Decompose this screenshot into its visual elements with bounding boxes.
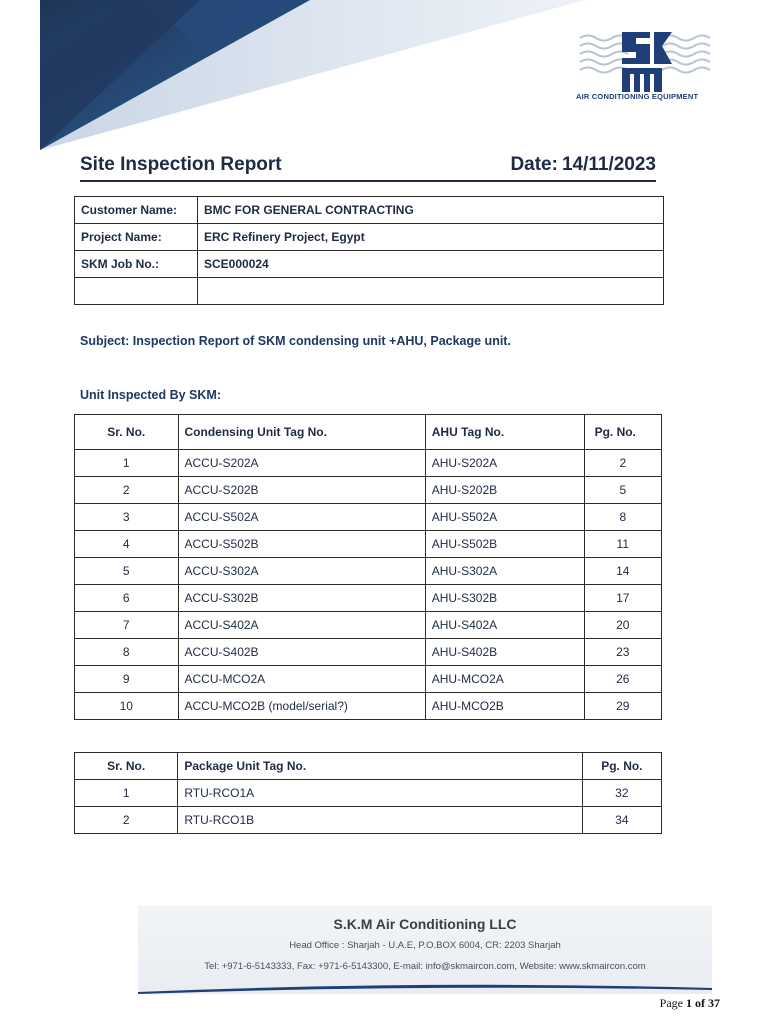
footer-office-address: Head Office : Sharjah - U.A.E, P.O.BOX 6004, CR: 2203 Sharjah [289, 940, 561, 951]
condensing-unit-tag-cell: ACCU-S402A [178, 612, 425, 639]
ahu-tag-cell: AHU-S202B [425, 477, 584, 504]
sr-no-cell: 9 [75, 666, 179, 693]
sr-no-cell: 6 [75, 585, 179, 612]
col-header-package-unit: Package Unit Tag No. [178, 753, 582, 780]
table-row [75, 251, 664, 278]
page-number-cell: 5 [584, 477, 661, 504]
condensing-unit-tag-cell: ACCU-S202B [178, 477, 425, 504]
table-row [75, 531, 662, 558]
sr-no-cell: 2 [75, 807, 178, 834]
ahu-tag-cell: AHU-MCO2A [425, 666, 584, 693]
table-row [75, 585, 662, 612]
table-row [75, 639, 662, 666]
condensing-unit-tag-cell: ACCU-S402B [178, 639, 425, 666]
page-number-cell: 29 [584, 693, 661, 720]
sr-no-cell: 4 [75, 531, 179, 558]
page-number-cell: 32 [582, 780, 661, 807]
units-table-body [75, 450, 662, 720]
document-date [506, 154, 656, 176]
sr-no-cell: 8 [75, 639, 179, 666]
ahu-tag-cell: AHU-S502B [425, 531, 584, 558]
condensing-unit-tag-cell: ACCU-MCO2B (model/serial?) [178, 693, 425, 720]
ahu-tag-cell: AHU-S302A [425, 558, 584, 585]
project-name-value: ERC Refinery Project, Egypt [198, 224, 664, 251]
condensing-unit-tag-cell: ACCU-MCO2A [178, 666, 425, 693]
page-current: 1 [686, 996, 692, 1010]
document-title: Site Inspection Report [80, 154, 282, 175]
customer-name-label: Customer Name: [75, 197, 198, 224]
empty-cell [198, 278, 664, 305]
empty-cell [75, 278, 198, 305]
page-total: 37 [708, 996, 720, 1010]
sr-no-cell: 7 [75, 612, 179, 639]
page-number-cell: 23 [584, 639, 661, 666]
sr-no-cell: 10 [75, 693, 179, 720]
table-row [75, 504, 662, 531]
package-unit-tag-cell: RTU-RCO1A [178, 780, 582, 807]
table-row [75, 450, 662, 477]
ahu-tag-cell: AHU-S402B [425, 639, 584, 666]
page-footer [138, 906, 712, 994]
page-number [660, 996, 720, 1011]
page-number-cell: 20 [584, 612, 661, 639]
page-number-cell: 11 [584, 531, 661, 558]
table-row [75, 278, 664, 305]
page-number-cell: 14 [584, 558, 661, 585]
condensing-unit-tag-cell: ACCU-S302A [178, 558, 425, 585]
table-row [75, 224, 664, 251]
condensing-unit-tag-cell: ACCU-S502A [178, 504, 425, 531]
table-header-row [75, 753, 662, 780]
condensing-unit-tag-cell: ACCU-S202A [178, 450, 425, 477]
units-table [74, 414, 662, 720]
page-number-cell: 17 [584, 585, 661, 612]
ahu-tag-cell: AHU-S302B [425, 585, 584, 612]
col-header-condensing-unit: Condensing Unit Tag No. [178, 415, 425, 450]
logo-tagline: AIR CONDITIONING EQUIPMENT [576, 92, 699, 101]
col-header-sr-no: Sr. No. [75, 753, 178, 780]
subject-line: Subject: Inspection Report of SKM condensing unit +AHU, Package unit. [80, 334, 511, 348]
package-unit-tag-cell: RTU-RCO1B [178, 807, 582, 834]
section-heading-inspected: Unit Inspected By SKM: [80, 388, 221, 402]
page-number-cell: 2 [584, 450, 661, 477]
table-row [75, 612, 662, 639]
ahu-tag-cell: AHU-S402A [425, 612, 584, 639]
date-value: 14/11/2023 [561, 154, 656, 175]
ahu-tag-cell: AHU-S202A [425, 450, 584, 477]
page-number-cell: 8 [584, 504, 661, 531]
condensing-unit-tag-cell: ACCU-S302B [178, 585, 425, 612]
footer-contact-info: Tel: +971-6-5143333, Fax: +971-6-5143300, E-mail: info@skmaircon.com, Website: www.skmaircon.com [204, 961, 646, 972]
job-number-value: SCE000024 [198, 251, 664, 278]
page-of: of [695, 996, 705, 1010]
table-row [75, 666, 662, 693]
date-label: Date: [510, 154, 558, 175]
table-header-row [75, 415, 662, 450]
job-number-label: SKM Job No.: [75, 251, 198, 278]
customer-name-value: BMC FOR GENERAL CONTRACTING [198, 197, 664, 224]
sr-no-cell: 5 [75, 558, 179, 585]
table-row [75, 197, 664, 224]
sr-no-cell: 1 [75, 450, 179, 477]
page-prefix: Page [659, 996, 683, 1010]
ahu-tag-cell: AHU-MCO2B [425, 693, 584, 720]
footer-company-name: S.K.M Air Conditioning LLC [333, 916, 517, 932]
sr-no-cell: 3 [75, 504, 179, 531]
page-number-cell: 26 [584, 666, 661, 693]
col-header-page: Pg. No. [584, 415, 661, 450]
package-table-body [75, 780, 662, 834]
footer-swoosh-graphic [138, 978, 712, 994]
sr-no-cell: 1 [75, 780, 178, 807]
ahu-tag-cell: AHU-S502A [425, 504, 584, 531]
project-name-label: Project Name: [75, 224, 198, 251]
page-number-cell: 34 [582, 807, 661, 834]
package-units-table [74, 752, 662, 834]
customer-info-table [74, 196, 664, 305]
table-row [75, 693, 662, 720]
col-header-ahu: AHU Tag No. [425, 415, 584, 450]
table-row [75, 558, 662, 585]
condensing-unit-tag-cell: ACCU-S502B [178, 531, 425, 558]
table-row [75, 780, 662, 807]
col-header-sr-no: Sr. No. [75, 415, 179, 450]
title-row [80, 154, 656, 182]
header-banner-graphic [0, 0, 600, 160]
table-row [75, 807, 662, 834]
table-row [75, 477, 662, 504]
sr-no-cell: 2 [75, 477, 179, 504]
col-header-page: Pg. No. [582, 753, 661, 780]
